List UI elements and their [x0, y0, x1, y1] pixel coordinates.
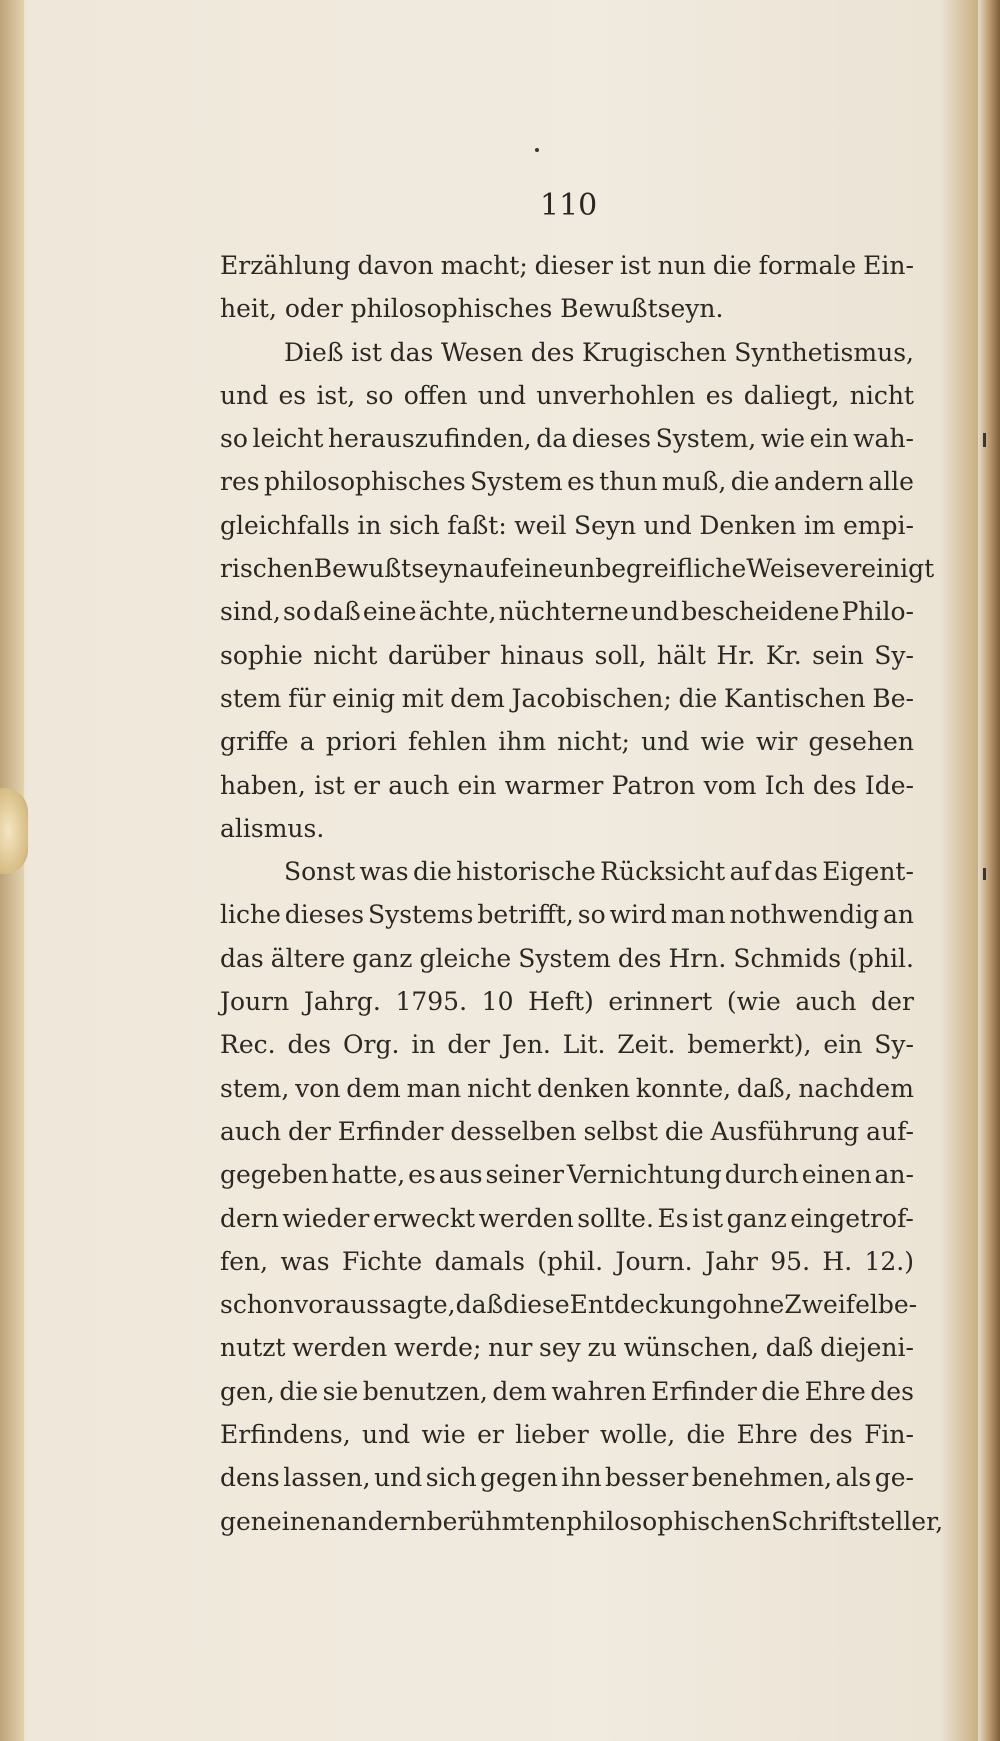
body-text	[220, 244, 944, 1543]
word: ein	[809, 424, 849, 454]
word: ächte,	[418, 597, 497, 627]
word: System	[518, 943, 611, 973]
word: Kantischen	[724, 683, 866, 713]
word: wird	[609, 900, 667, 930]
word: hält	[656, 640, 706, 670]
word: Erfinder	[337, 1116, 444, 1146]
word: nutzt	[220, 1333, 286, 1363]
word: zu	[587, 1333, 617, 1363]
ink-dot	[535, 148, 539, 152]
word: dens	[220, 1463, 280, 1493]
word: H.	[822, 1246, 853, 1276]
word: Krugischen	[582, 337, 727, 367]
text-line	[220, 1067, 914, 1110]
word: Weise	[746, 554, 821, 584]
word: bemerkt),	[687, 1030, 812, 1060]
word: einig	[332, 683, 396, 713]
text-line	[220, 1197, 914, 1240]
word: dem	[346, 1073, 401, 1103]
word: Entdeckung	[569, 1290, 723, 1320]
word: sein	[812, 640, 864, 670]
text-line	[220, 1413, 914, 1456]
word: vereinigt	[820, 554, 935, 584]
word: hinaus	[500, 640, 585, 670]
word: von	[295, 1073, 341, 1103]
word: wie	[700, 727, 745, 757]
word: daß	[455, 1290, 504, 1320]
word: sophie	[220, 640, 303, 670]
word: Jacobischen;	[511, 683, 672, 713]
word: stem	[220, 683, 282, 713]
word: in	[357, 510, 382, 540]
word: Schriftsteller,	[771, 1506, 944, 1536]
word: Hrn.	[668, 943, 727, 973]
text-line	[220, 374, 914, 417]
text-line	[220, 1283, 918, 1326]
word: ist	[351, 337, 383, 367]
word: soll,	[594, 640, 647, 670]
word: darüber	[387, 640, 490, 670]
word: 10	[481, 987, 514, 1017]
word: Dieß	[284, 337, 344, 367]
word: Patron	[611, 770, 696, 800]
word: muß,	[661, 467, 727, 497]
word: dieses	[571, 424, 652, 454]
word: Org.	[343, 1030, 400, 1060]
word: wieder	[282, 1203, 370, 1233]
word: es	[278, 380, 307, 410]
word: Kr.	[765, 640, 802, 670]
word: Erfindens,	[220, 1420, 351, 1450]
word: philosophisches	[263, 467, 466, 497]
word: andern	[336, 1506, 427, 1536]
word: Eigent-	[822, 857, 914, 887]
word: als	[835, 1463, 872, 1493]
word: Ich	[764, 770, 805, 800]
word: durch	[724, 1160, 799, 1190]
word: Systems	[367, 900, 474, 930]
word: Schmids	[733, 943, 842, 973]
text-line	[220, 590, 914, 633]
word: Lit.	[562, 1030, 606, 1060]
word: Ausführung	[710, 1116, 860, 1146]
word: griffe	[220, 727, 289, 757]
text-line	[220, 460, 914, 503]
word: Hr.	[716, 640, 756, 670]
word: Wesen	[441, 337, 524, 367]
word: damals	[434, 1246, 525, 1276]
word: so	[365, 380, 394, 410]
word: Jahr	[704, 1246, 758, 1276]
text-line	[220, 547, 935, 590]
text-line	[220, 417, 914, 460]
word: Bewußtseyn.	[560, 294, 724, 324]
word: Jahrg.	[303, 987, 381, 1017]
text-line	[220, 893, 914, 936]
word: fen,	[220, 1246, 269, 1276]
text-line	[220, 850, 914, 893]
word: ist	[619, 251, 651, 280]
text-line	[220, 980, 914, 1023]
word: daliegt,	[743, 380, 840, 410]
word: bescheidene	[681, 597, 840, 627]
word: sey	[539, 1333, 581, 1363]
word: der	[871, 987, 914, 1017]
word: einen	[801, 1160, 872, 1190]
word: besser	[605, 1463, 689, 1493]
word: im	[803, 510, 836, 540]
word: die	[664, 1116, 704, 1146]
word: wahren	[551, 1376, 647, 1406]
word: dem	[492, 1376, 547, 1406]
word: daß	[313, 597, 361, 627]
word: gesehen	[808, 727, 914, 757]
word: thun	[599, 467, 658, 497]
word: und	[374, 1463, 423, 1493]
word: auf-	[866, 1116, 914, 1146]
word: es	[705, 380, 734, 410]
word: Sonst	[284, 857, 356, 887]
margin-mark	[983, 433, 986, 447]
word: selbst	[583, 1116, 658, 1146]
word: ge-	[874, 1463, 914, 1493]
word: desselben	[450, 1116, 577, 1146]
word: Sy-	[874, 640, 914, 670]
word: er	[353, 770, 380, 800]
word: einen	[266, 1506, 337, 1536]
word: ihm	[498, 727, 547, 757]
word: weil	[514, 510, 567, 540]
word: Seyn	[573, 510, 637, 540]
text-line	[220, 1110, 914, 1153]
word: benutzen,	[362, 1376, 488, 1406]
word: man	[670, 900, 726, 930]
word: auch	[220, 1116, 282, 1146]
word: Erzählung	[220, 251, 351, 280]
word: Fin-	[864, 1420, 914, 1450]
word: Zeit.	[617, 1030, 676, 1060]
page-number: 110	[540, 188, 598, 223]
word: an-	[874, 1160, 914, 1190]
word: gegeben	[220, 1160, 329, 1190]
word: Journ.	[615, 1246, 693, 1276]
word: sie	[322, 1376, 359, 1406]
word: System	[470, 467, 563, 497]
text-line	[220, 634, 914, 677]
word: des	[812, 770, 857, 800]
word: der	[288, 1116, 331, 1146]
word: sind,	[220, 597, 281, 627]
word: Rec.	[220, 1030, 276, 1060]
word: offen	[403, 380, 468, 410]
word: liche	[220, 900, 281, 930]
word: gen	[220, 1506, 267, 1536]
text-line	[220, 1500, 944, 1543]
word: Ehre	[804, 1376, 866, 1406]
word: Sy-	[874, 1030, 914, 1060]
word: wah-	[853, 424, 914, 454]
word: man	[406, 1073, 462, 1103]
word: System,	[655, 424, 757, 454]
word: auch	[388, 770, 450, 800]
word: fehlen	[407, 727, 488, 757]
word: nicht	[849, 380, 914, 410]
word: was	[359, 857, 409, 887]
word: Synthetismus,	[734, 337, 914, 367]
word: faßt:	[447, 510, 507, 540]
page-edge-right	[978, 0, 1000, 1741]
word: werde;	[394, 1333, 482, 1363]
word: Zweifel	[784, 1290, 878, 1320]
word: oder	[284, 294, 351, 324]
word: sich	[388, 510, 440, 540]
word: leicht	[252, 424, 324, 454]
word: hatte,	[331, 1160, 406, 1190]
word: sollte.	[577, 1203, 654, 1233]
word: für	[288, 683, 326, 713]
word: der	[447, 1030, 491, 1060]
word: historische	[456, 857, 596, 887]
word: Rücksicht	[600, 857, 726, 887]
word: davon	[357, 251, 434, 280]
word: alle	[868, 467, 914, 497]
word: rischen	[220, 554, 314, 584]
word: Ehre	[736, 1420, 798, 1450]
word: (wie	[726, 987, 781, 1017]
word: stem,	[220, 1073, 290, 1103]
word: gleiche	[419, 943, 512, 973]
word: die	[712, 251, 752, 280]
word: unverhohlen	[536, 380, 696, 410]
word: formale	[758, 251, 857, 280]
word: Es	[657, 1203, 689, 1233]
word: die	[686, 1420, 726, 1450]
word: seiner	[485, 1160, 564, 1190]
word: das	[389, 337, 434, 367]
text-line	[220, 287, 914, 330]
word: es	[408, 1160, 436, 1190]
word: Denken	[699, 510, 797, 540]
word: wir	[755, 727, 798, 757]
word: gleichfalls	[220, 510, 350, 540]
word: schon	[220, 1290, 295, 1320]
word: andern	[773, 467, 864, 497]
word: und	[630, 597, 680, 627]
word: ein	[823, 1030, 863, 1060]
word: nicht;	[557, 727, 630, 757]
word: dern	[220, 1203, 279, 1233]
word: er	[477, 1420, 504, 1450]
word: (phil.	[537, 1246, 604, 1276]
word: Philo-	[841, 597, 914, 627]
text-line	[220, 504, 914, 547]
word: wie	[421, 1420, 466, 1450]
word: Heft)	[528, 987, 594, 1017]
word: 12.)	[864, 1246, 914, 1276]
word: nur	[488, 1333, 533, 1363]
word: macht;	[440, 251, 528, 280]
word: konnte,	[635, 1073, 732, 1103]
text-line	[220, 244, 914, 287]
word: diejeni-	[820, 1333, 914, 1363]
word: des	[809, 1420, 853, 1450]
word: erinnert	[608, 987, 713, 1017]
word: nicht	[313, 640, 378, 670]
word: lassen,	[283, 1463, 371, 1493]
text-line	[220, 1153, 914, 1196]
word: werden	[292, 1333, 388, 1363]
word: wünschen,	[623, 1333, 759, 1363]
word: da	[536, 424, 568, 454]
word: es	[567, 467, 595, 497]
margin-mark	[983, 868, 986, 880]
text-line	[220, 1326, 914, 1369]
word: ist	[692, 1203, 724, 1233]
word: benehmen,	[691, 1463, 833, 1493]
word: des	[287, 1030, 332, 1060]
binding-clasp	[0, 788, 28, 874]
word: gen,	[220, 1376, 275, 1406]
word: daß,	[736, 1073, 793, 1103]
word: nüchterne	[498, 597, 629, 627]
word: ein	[457, 770, 497, 800]
word: die	[279, 1376, 319, 1406]
text-line	[220, 331, 914, 374]
word: Erfinder	[651, 1376, 757, 1406]
word: herauszufinden,	[328, 424, 532, 454]
word: dem	[450, 683, 505, 713]
word: ganz	[352, 943, 413, 973]
word: eine	[509, 554, 563, 584]
word: Jen.	[502, 1030, 551, 1060]
word: das	[220, 943, 264, 973]
word: so	[220, 424, 248, 454]
word: ohne	[722, 1290, 785, 1320]
text-line	[220, 720, 914, 763]
word: aus	[438, 1160, 483, 1190]
word: mit	[401, 683, 444, 713]
word: ihn	[561, 1463, 602, 1493]
word: empi-	[843, 510, 914, 540]
word: eine	[362, 597, 417, 627]
word: gegen	[480, 1463, 558, 1493]
word: daß	[765, 1333, 814, 1363]
word: die	[412, 857, 452, 887]
text-line	[220, 1240, 914, 1283]
word: alismus.	[220, 813, 325, 843]
word: priori	[325, 727, 397, 757]
word: nothwendig	[729, 900, 880, 930]
word: und	[361, 1420, 411, 1450]
word: heit,	[220, 294, 285, 324]
word: des	[870, 1376, 914, 1406]
word: auch	[795, 987, 857, 1017]
word: auf	[469, 554, 510, 584]
word: ältere	[270, 943, 346, 973]
word: ist	[314, 770, 345, 800]
word: erweckt	[372, 1203, 476, 1233]
word: an	[882, 900, 914, 930]
word: berühmten	[426, 1506, 567, 1536]
word: Journ	[220, 987, 290, 1017]
word: nun	[657, 251, 706, 280]
word: haben,	[220, 770, 306, 800]
word: und	[641, 727, 690, 757]
word: Be-	[872, 683, 914, 713]
word: dieser	[534, 251, 614, 280]
word: nachdem	[798, 1073, 914, 1103]
word: sich	[425, 1463, 477, 1493]
word: res	[220, 467, 260, 497]
text-line	[220, 937, 914, 980]
word: philosophisches	[350, 294, 561, 324]
word: 1795.	[395, 987, 468, 1017]
word: das	[774, 857, 818, 887]
word: in	[411, 1030, 436, 1060]
word: was	[280, 1246, 330, 1276]
word: auf	[729, 857, 770, 887]
word: 95.	[770, 1246, 811, 1276]
word: voraussagte,	[294, 1290, 456, 1320]
word: diese	[503, 1290, 570, 1320]
text-line	[220, 764, 914, 807]
text-line	[220, 1370, 914, 1413]
word: warmer	[504, 770, 604, 800]
word: und	[220, 380, 269, 410]
word: (phil.	[848, 943, 914, 973]
word: dieses	[284, 900, 365, 930]
word: denken	[537, 1073, 631, 1103]
word: des	[617, 943, 662, 973]
word: lieber	[515, 1420, 589, 1450]
word: Ide-	[864, 770, 914, 800]
word: die	[761, 1376, 801, 1406]
text-line	[220, 1456, 914, 1499]
text-line	[220, 1023, 914, 1066]
text-line	[220, 677, 914, 720]
word: wie	[760, 424, 806, 454]
word: a	[299, 727, 315, 757]
word: so	[283, 597, 311, 627]
word: betrifft,	[477, 900, 574, 930]
word: vom	[703, 770, 757, 800]
text-line	[220, 807, 914, 850]
word: nicht	[467, 1073, 532, 1103]
word: unbegreifliche	[563, 554, 747, 584]
word: des	[530, 337, 575, 367]
word: und	[643, 510, 692, 540]
word: ist,	[316, 380, 356, 410]
word: so	[577, 900, 606, 930]
word: werden	[478, 1203, 574, 1233]
word: die	[678, 683, 718, 713]
word: Bewußtseyn	[313, 554, 470, 584]
word: wolle,	[600, 1420, 676, 1450]
word: Vernichtung	[566, 1160, 722, 1190]
word: be-	[877, 1290, 918, 1320]
word: eingetrof-	[790, 1203, 914, 1233]
word: philosophischen	[566, 1506, 772, 1536]
word: die	[730, 467, 770, 497]
word: Ein-	[863, 251, 914, 280]
word: und	[477, 380, 526, 410]
word: ganz	[726, 1203, 787, 1233]
word: Fichte	[341, 1246, 423, 1276]
